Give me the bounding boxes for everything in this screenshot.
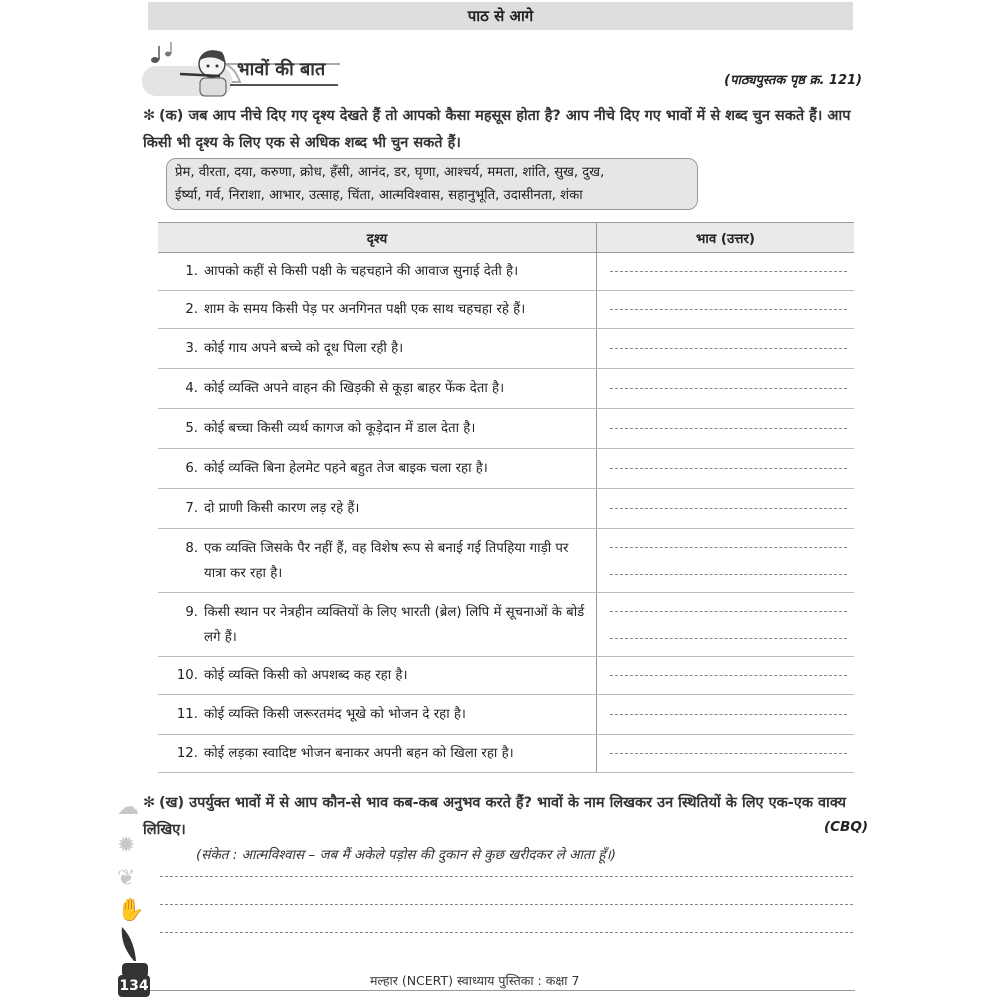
emotion-words-line-2: ईर्ष्या, गर्व, निराशा, आभार, उत्साह, चिंता, आत्मविश्वास, सहानुभूति, उदासीनता, शंका <box>175 188 583 203</box>
emotion-answer-cell[interactable] <box>597 593 855 657</box>
row-number: 3. <box>185 341 198 356</box>
scene-cell <box>158 369 597 409</box>
emotion-answer-cell[interactable] <box>597 369 855 409</box>
table-header-row <box>158 223 854 253</box>
scene-text: शाम के समय किसी पेड़ पर अनगिनत पक्षी एक साथ चहचहा रहे हैं। <box>204 302 526 317</box>
star-marker-icon: ✻ <box>143 108 156 124</box>
table-row <box>158 735 854 773</box>
scene-text: किसी स्थान पर नेत्रहीन व्यक्तियों के लिए भारती (ब्रेल) लिपि में सूचनाओं के बोर्ड लगे हैं। <box>204 604 585 645</box>
row-number: 8. <box>185 540 198 556</box>
row-number: 4. <box>185 381 198 396</box>
row-number: 1. <box>185 264 198 279</box>
row-number: 7. <box>185 501 198 516</box>
answer-line[interactable] <box>160 904 853 905</box>
answer-dotted-line[interactable] <box>610 348 847 349</box>
scene-text: कोई व्यक्ति बिना हेलमेट पहने बहुत तेज बाइक चला रहा है। <box>204 461 488 476</box>
answer-dotted-line[interactable] <box>610 309 847 310</box>
scene-cell <box>158 593 597 657</box>
table-row <box>158 253 854 291</box>
cbq-tag: (CBQ) <box>823 819 868 835</box>
answer-dotted-line[interactable] <box>610 547 847 548</box>
scene-cell <box>158 329 597 369</box>
footer-divider <box>150 990 855 991</box>
row-number: 12. <box>176 746 198 761</box>
page-header <box>148 2 853 30</box>
answer-dotted-line[interactable] <box>610 611 847 612</box>
scene-cell <box>158 291 597 329</box>
footer-book-title: मल्हार (NCERT) स्वाध्याय पुस्तिका : कक्षा 7 <box>370 973 580 988</box>
star-marker-icon: ✻ <box>143 795 156 811</box>
table-row <box>158 369 854 409</box>
table-row <box>158 489 854 529</box>
answer-dotted-line[interactable] <box>610 508 847 509</box>
scene-cell <box>158 489 597 529</box>
hands-icon: ✋ <box>117 898 145 923</box>
answer-dotted-line[interactable] <box>610 388 847 389</box>
emotion-word-box <box>166 158 698 210</box>
scene-text: दो प्राणी किसी कारण लड़ रहे हैं। <box>204 501 360 516</box>
sun-icon: ✹ <box>117 833 136 858</box>
answer-dotted-line[interactable] <box>610 428 847 429</box>
table-row <box>158 291 854 329</box>
question-b-text: (ख) उपर्युक्त भावों में से आप कौन-से भाव कब-कब अनुभव करते हैं? भावों के नाम लिखकर उन स्थितियों के लिए एक-एक वाक्य लिखिए। <box>143 795 846 838</box>
hint-text: (संकेत : आत्मविश्वास – जब मैं अकेले पड़ोस की दुकान से कुछ खरीदकर ले आता हूँ।) <box>196 847 616 863</box>
scene-text: कोई गाय अपने बच्चे को दूध पिला रही है। <box>204 341 404 356</box>
table-row <box>158 695 854 735</box>
table-row <box>158 529 854 593</box>
row-number: 11. <box>176 707 198 722</box>
bird-icon: ❦ <box>117 866 136 891</box>
row-number: 6. <box>185 461 198 476</box>
scene-cell <box>158 695 597 735</box>
scene-cell <box>158 253 597 291</box>
row-number: 10. <box>176 668 198 683</box>
question-b <box>143 790 863 844</box>
table-row <box>158 593 854 657</box>
scene-text: कोई व्यक्ति अपने वाहन की खिड़की से कूड़ा बाहर फेंक देता है। <box>204 381 505 396</box>
answer-line[interactable] <box>160 876 853 877</box>
emotion-answer-cell[interactable] <box>597 735 855 773</box>
answer-dotted-line[interactable] <box>610 271 847 272</box>
textbook-page-reference: (पाठ्यपुस्तक पृष्ठ क्र. 121) <box>724 73 862 88</box>
cloud-icon: ☁ <box>117 795 139 820</box>
emotion-answer-cell[interactable] <box>597 329 855 369</box>
scene-text: कोई व्यक्ति किसी जरूरतमंद भूखे को भोजन दे रहा है। <box>204 707 466 722</box>
question-a <box>143 103 863 157</box>
table-row <box>158 409 854 449</box>
answer-dotted-line[interactable] <box>610 574 847 575</box>
emotion-answer-cell[interactable] <box>597 253 855 291</box>
scene-cell <box>158 409 597 449</box>
question-a-text: (क) जब आप नीचे दिए गए दृश्य देखते हैं तो आपको कैसा महसूस होता है? आप नीचे दिए गए भावों में से शब्द चुन सकते हैं। आप किसी भी दृश्य के लिए एक से अधिक शब्द भी चुन सकते हैं। <box>143 108 851 151</box>
musical-note-icon <box>151 42 171 63</box>
row-number: 5. <box>185 421 198 436</box>
emotion-answer-cell[interactable] <box>597 409 855 449</box>
quill-ink-pot-icon <box>112 925 156 980</box>
scene-emotion-table <box>158 222 854 773</box>
scene-column-header: दृश्य <box>158 223 597 253</box>
scene-text: आपको कहीं से किसी पक्षी के चहचहाने की आवाज सुनाई देती है। <box>204 264 519 279</box>
table-row <box>158 657 854 695</box>
emotion-answer-cell[interactable] <box>597 291 855 329</box>
answer-dotted-line[interactable] <box>610 468 847 469</box>
table-row <box>158 329 854 369</box>
scene-cell <box>158 735 597 773</box>
scene-cell <box>158 449 597 489</box>
page-number-badge <box>118 975 150 997</box>
scene-text: कोई व्यक्ति किसी को अपशब्द कह रहा है। <box>204 668 408 683</box>
emotion-words-line-1: प्रेम, वीरता, दया, करुणा, क्रोध, हँसी, आनंद, डर, घृणा, आश्चर्य, ममता, शांति, सुख, दुख, <box>175 165 605 180</box>
section-underline <box>230 84 338 86</box>
page-number: 134 <box>119 978 149 994</box>
emotion-answer-cell[interactable] <box>597 657 855 695</box>
scene-cell <box>158 529 597 593</box>
answer-dotted-line[interactable] <box>610 675 847 676</box>
answer-dotted-line[interactable] <box>610 714 847 715</box>
answer-dotted-line[interactable] <box>610 753 847 754</box>
emotion-column-header: भाव (उत्तर) <box>597 223 855 253</box>
table-row <box>158 449 854 489</box>
scene-text: कोई लड़का स्वादिष्ट भोजन बनाकर अपनी बहन को खिला रहा है। <box>204 746 514 761</box>
header-title: पाठ से आगे <box>467 7 534 25</box>
emotion-answer-cell[interactable] <box>597 489 855 529</box>
emotion-answer-cell[interactable] <box>597 529 855 593</box>
scene-text: कोई बच्चा किसी व्यर्थ कागज को कूड़ेदान में डाल देता है। <box>204 421 476 436</box>
section-title: भावों की बात <box>237 59 326 80</box>
scene-text: एक व्यक्ति जिसके पैर नहीं हैं, वह विशेष रूप से बनाई गई तिपहिया गाड़ी पर यात्रा कर रहा है। <box>204 540 569 581</box>
emotion-answer-cell[interactable] <box>597 695 855 735</box>
scene-cell <box>158 657 597 695</box>
answer-line[interactable] <box>160 932 853 933</box>
answer-dotted-line[interactable] <box>610 638 847 639</box>
emotion-answer-cell[interactable] <box>597 449 855 489</box>
row-number: 2. <box>185 302 198 317</box>
row-number: 9. <box>185 604 198 620</box>
